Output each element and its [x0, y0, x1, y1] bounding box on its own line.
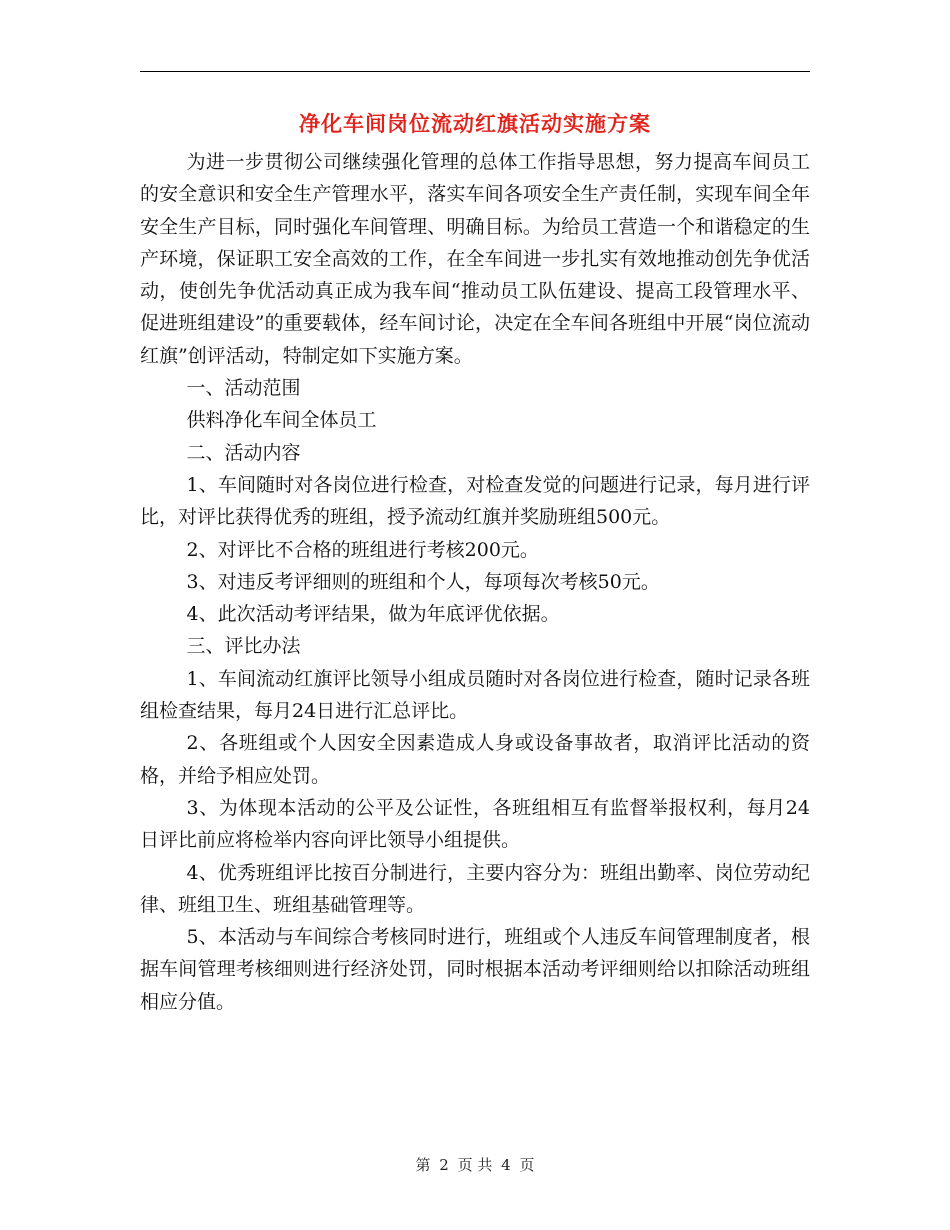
paragraph-method-4: 4、优秀班组评比按百分制进行，主要内容分为：班组出勤率、岗位劳动纪律、班组卫生、班组基础管理等。: [140, 861, 810, 916]
footer-middle: 页 共: [457, 1156, 493, 1174]
paragraph-scope: 供料净化车间全体员工: [186, 409, 377, 432]
paragraph-method-1: 1、车间流动红旗评比领导小组成员随时对各岗位进行检查，随时记录各班组检查结果，每月24日进行汇总评比。: [140, 667, 810, 723]
document-title: 净化车间岗位流动红旗活动实施方案: [299, 111, 651, 136]
footer-total-pages: 4: [501, 1156, 511, 1174]
header-rule: [140, 71, 810, 72]
paragraph-method-5: 5、本活动与车间综合考核同时进行，班组或个人违反车间管理制度者，根据车间管理考核细则进行经济处罚，同时根据本活动考评细则给以扣除活动班组相应分值。: [140, 926, 810, 1013]
paragraph-content-2: 2、对评比不合格的班组进行考核200元。: [186, 538, 539, 561]
paragraph-method-3: 3、为体现本活动的公平及公证性，各班组相互有监督举报权利，每月24日评比前应将检举内容向评比领导小组提供。: [140, 796, 810, 852]
document-body: [140, 146, 810, 1018]
section-heading-content: 二、活动内容: [186, 441, 301, 464]
paragraph-intro: 为进一步贯彻公司继续强化管理的总体工作指导思想，努力提高车间员工的安全意识和安全生产管理水平，落实车间各项安全生产责任制，实现车间全年安全生产目标，同时强化车间管理、明确目标。为给员工营造一个和谐稳定的生产环境，保证职工安全高效的工作，在全车间进一步扎实有效地推动创先争优活动，使创先争优活动真正成为我车间“推动员工队伍建设、提高工段管理水平、促进班组建设”的重要载体，经车间讨论，决定在全车间各班组中开展“岗位流动红旗”创评活动，特制定如下实施方案。: [140, 151, 810, 367]
footer-current-page: 2: [439, 1156, 449, 1174]
paragraph-method-2: 2、各班组或个人因安全因素造成人身或设备事故者，取消评比活动的资格，并给予相应处罚。: [140, 732, 810, 787]
page-footer: [0, 1154, 950, 1175]
paragraph-content-4: 4、此次活动考评结果，做为年底评优依据。: [186, 603, 560, 626]
paragraph-content-3: 3、对违反考评细则的班组和个人，每项每次考核50元。: [186, 570, 660, 593]
section-heading-scope: 一、活动范围: [186, 377, 301, 400]
footer-prefix: 第: [415, 1156, 431, 1174]
section-heading-method: 三、评比办法: [186, 635, 301, 658]
footer-suffix: 页: [519, 1156, 535, 1174]
paragraph-content-1: 1、车间随时对各岗位进行检查，对检查发觉的问题进行记录，每月进行评比，对评比获得优秀的班组，授予流动红旗并奖励班组500元。: [140, 473, 810, 529]
